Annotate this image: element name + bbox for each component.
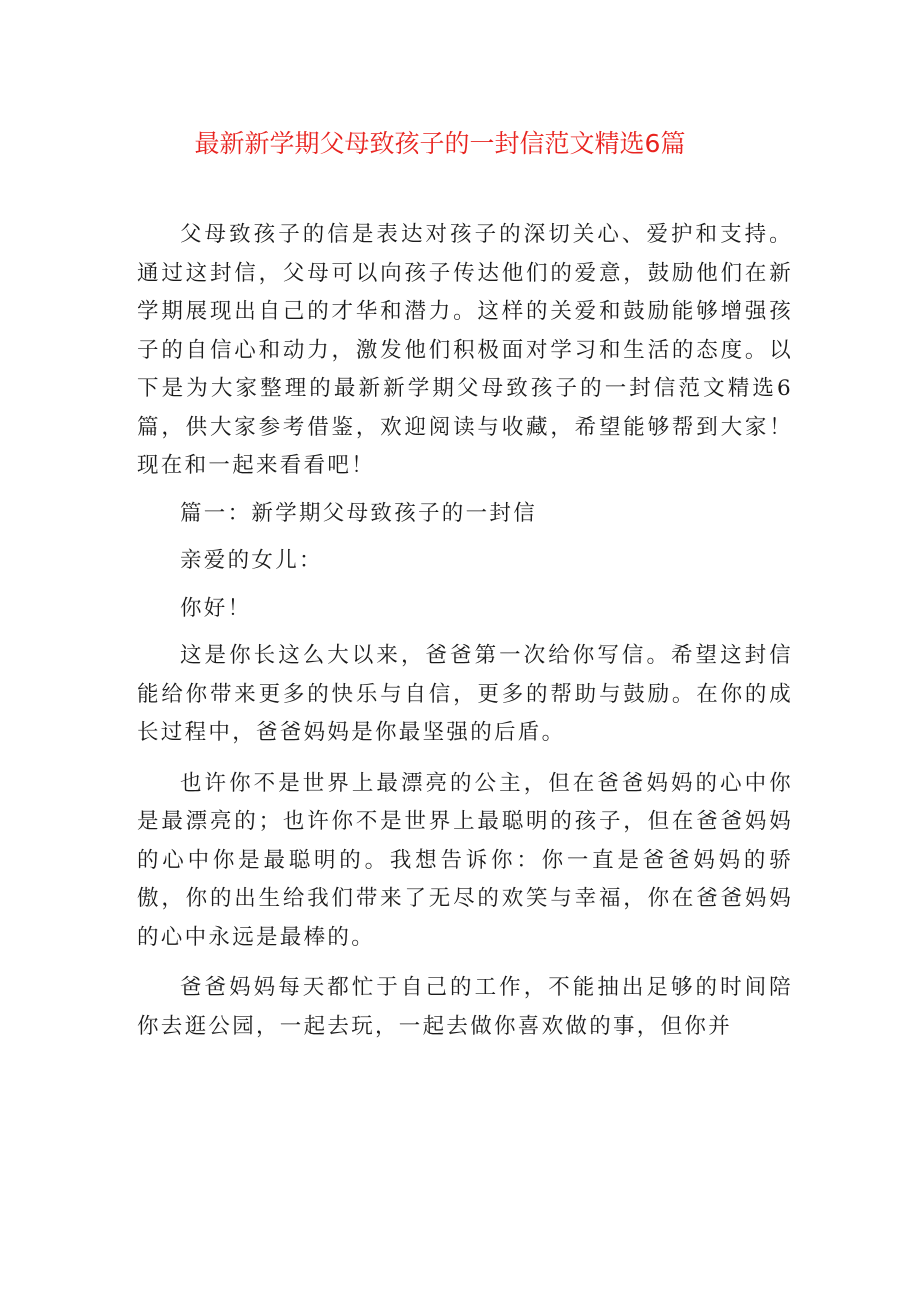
document-body [137,216,793,1046]
body-paragraph: 也许你不是世界上最漂亮的公主，但在爸爸妈妈的心中你是最漂亮的；也许你不是世界上最聪明的孩子，但在爸爸妈妈的心中你是最聪明的。我想告诉你：你一直是爸爸妈妈的骄傲，你的出生给我们带来了无尽的欢笑与幸福，你在爸爸妈妈的心中永远是最棒的。 [137,770,793,950]
intro-paragraph: 父母致孩子的信是表达对孩子的深切关心、爱护和支持。通过这封信，父母可以向孩子传达他们的爱意，鼓励他们在新学期展现出自己的才华和潜力。这样的关爱和鼓励能够增强孩子的自信心和动力，激发他们积极面对学习和生活的态度。以下是为大家整理的最新新学期父母致孩子的一封信范文精选6篇，供大家参考借鉴，欢迎阅读与收藏，希望能够帮到大家！现在和一起来看看吧！ [137,222,793,478]
body-paragraph: 爸爸妈妈每天都忙于自己的工作，不能抽出足够的时间陪你去逛公园，一起去玩，一起去做你喜欢做的事，但你并 [137,975,793,1039]
section-heading: 篇一：新学期父母致孩子的一封信 [180,500,538,526]
body-paragraph: 这是你长这么大以来，爸爸第一次给你写信。希望这封信能给你带来更多的快乐与自信，更多的帮助与鼓励。在你的成长过程中，爸爸妈妈是你最坚强的后盾。 [137,643,793,745]
letter-greeting: 你好！ [180,595,252,621]
document-title: 最新新学期父母致孩子的一封信范文精选6篇 [194,129,686,158]
letter-salutation: 亲爱的女儿： [180,548,323,573]
